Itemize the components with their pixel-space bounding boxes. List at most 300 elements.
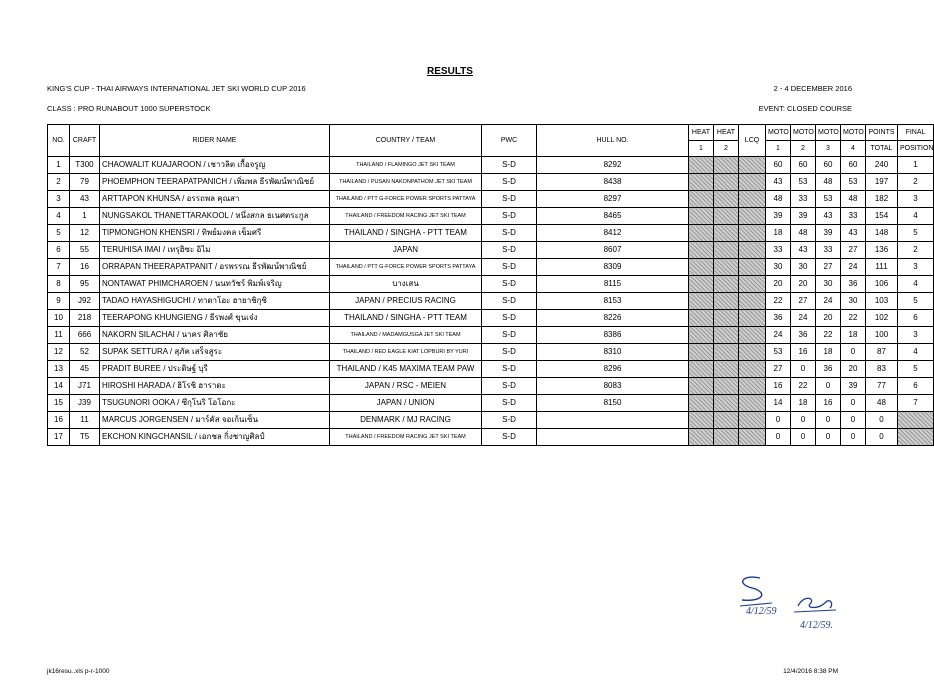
table-row: [48, 242, 934, 259]
cell-total: 240: [866, 157, 898, 174]
cell-hull: 8310: [537, 344, 689, 361]
cell-pwc: S-D: [482, 276, 537, 293]
header-position: POSITION: [898, 141, 934, 157]
cell-position: [898, 412, 934, 429]
cell-hull: 8412: [537, 225, 689, 242]
event-dates: 2 - 4 DECEMBER 2016: [773, 84, 852, 93]
cell-pwc: S-D: [482, 395, 537, 412]
cell-moto-1: 18: [766, 225, 791, 242]
cell-total: 197: [866, 174, 898, 191]
cell-heat-1: [689, 378, 714, 395]
cell-moto-3: 27: [816, 259, 841, 276]
cell-craft: J71: [70, 378, 100, 395]
cell-rider: TADAO HAYASHIGUCHI / ทาดาโอะ ฮายาชิกุชิ: [100, 293, 330, 310]
cell-hull: 8386: [537, 327, 689, 344]
cell-heat-2: [714, 378, 739, 395]
cell-heat-2: [714, 395, 739, 412]
header-moto-4: 4: [841, 141, 866, 157]
signature-mark-1: [742, 577, 762, 600]
cell-heat-1: [689, 259, 714, 276]
table-row: [48, 157, 934, 174]
cell-moto-2: 39: [791, 208, 816, 225]
cell-hull: 8296: [537, 361, 689, 378]
cell-moto-3: 43: [816, 208, 841, 225]
cell-pwc: S-D: [482, 429, 537, 446]
cell-hull: 8438: [537, 174, 689, 191]
cell-pwc: S-D: [482, 344, 537, 361]
table-row: [48, 293, 934, 310]
cell-country: บางเสน: [330, 276, 482, 293]
cell-heat-1: [689, 276, 714, 293]
cell-lcq: [739, 429, 766, 446]
cell-moto-4: 53: [841, 174, 866, 191]
cell-moto-4: 36: [841, 276, 866, 293]
cell-moto-1: 39: [766, 208, 791, 225]
cell-craft: J39: [70, 395, 100, 412]
signature-mark-2: [798, 598, 832, 608]
cell-moto-2: 0: [791, 412, 816, 429]
cell-moto-3: 36: [816, 361, 841, 378]
cell-moto-4: 22: [841, 310, 866, 327]
cell-hull: 8309: [537, 259, 689, 276]
header-country: COUNTRY / TEAM: [330, 125, 482, 157]
cell-rider: TEERAPONG KHUNGIENG / ธีรพงศ์ ขุนเจ๋ง: [100, 310, 330, 327]
cell-craft: J92: [70, 293, 100, 310]
cell-hull: 8292: [537, 157, 689, 174]
cell-no: 14: [48, 378, 70, 395]
cell-lcq: [739, 191, 766, 208]
header-heat-2: 2: [714, 141, 739, 157]
cell-heat-1: [689, 310, 714, 327]
cell-craft: 1: [70, 208, 100, 225]
header-moto-3: 3: [816, 141, 841, 157]
cell-rider: TSUGUNORI OOKA / ซึกุโนริ โอโอกะ: [100, 395, 330, 412]
cell-moto-3: 60: [816, 157, 841, 174]
cell-heat-2: [714, 310, 739, 327]
cell-position: 4: [898, 208, 934, 225]
cell-lcq: [739, 242, 766, 259]
cell-moto-4: 20: [841, 361, 866, 378]
cell-no: 6: [48, 242, 70, 259]
cell-moto-2: 0: [791, 361, 816, 378]
cell-moto-4: 48: [841, 191, 866, 208]
cell-craft: 218: [70, 310, 100, 327]
cell-heat-1: [689, 191, 714, 208]
header-craft: CRAFT: [70, 125, 100, 157]
cell-moto-4: 43: [841, 225, 866, 242]
cell-heat-1: [689, 225, 714, 242]
cell-no: 11: [48, 327, 70, 344]
cell-pwc: S-D: [482, 174, 537, 191]
cell-position: 5: [898, 361, 934, 378]
table-row: [48, 208, 934, 225]
table-row: [48, 412, 934, 429]
cell-no: 3: [48, 191, 70, 208]
table-row: [48, 327, 934, 344]
cell-heat-2: [714, 157, 739, 174]
cell-craft: 16: [70, 259, 100, 276]
cell-craft: 52: [70, 344, 100, 361]
event-status: EVENT: CLOSED COURSE: [758, 104, 852, 113]
cell-pwc: S-D: [482, 378, 537, 395]
cell-no: 13: [48, 361, 70, 378]
header-moto: MOTO: [791, 125, 816, 141]
cell-moto-2: 24: [791, 310, 816, 327]
table-row: [48, 395, 934, 412]
cell-moto-1: 60: [766, 157, 791, 174]
cell-hull: 8226: [537, 310, 689, 327]
cell-craft: 12: [70, 225, 100, 242]
cell-lcq: [739, 259, 766, 276]
cell-moto-1: 14: [766, 395, 791, 412]
cell-pwc: S-D: [482, 208, 537, 225]
header-rider: RIDER NAME: [100, 125, 330, 157]
signature-underline-2: [794, 610, 836, 612]
cell-moto-4: 0: [841, 344, 866, 361]
table-row: [48, 429, 934, 446]
cell-pwc: S-D: [482, 157, 537, 174]
cell-craft: 79: [70, 174, 100, 191]
cell-position: [898, 429, 934, 446]
cell-country: THAILAND / RED EAGLE KIAT LOPBURI BY YURI: [330, 344, 482, 361]
cell-lcq: [739, 157, 766, 174]
cell-moto-3: 0: [816, 429, 841, 446]
cell-moto-1: 43: [766, 174, 791, 191]
header-heat-1: 1: [689, 141, 714, 157]
cell-moto-2: 33: [791, 191, 816, 208]
cell-moto-4: 0: [841, 412, 866, 429]
cell-rider: PRADIT BUREE / ประดิษฐ์ บุรี: [100, 361, 330, 378]
cell-moto-2: 60: [791, 157, 816, 174]
cell-hull: 8150: [537, 395, 689, 412]
cell-rider: NAKORN SILACHAI / นาคร ศิลาชัย: [100, 327, 330, 344]
cell-heat-2: [714, 225, 739, 242]
cell-hull: [537, 429, 689, 446]
cell-pwc: S-D: [482, 310, 537, 327]
cell-moto-3: 0: [816, 378, 841, 395]
cell-heat-1: [689, 429, 714, 446]
cell-lcq: [739, 310, 766, 327]
cell-lcq: [739, 174, 766, 191]
table-row: [48, 225, 934, 242]
cell-lcq: [739, 412, 766, 429]
cell-moto-4: 0: [841, 429, 866, 446]
cell-position: 2: [898, 242, 934, 259]
cell-rider: ARTTAPON KHUNSA / อรรถพล คุณสา: [100, 191, 330, 208]
cell-rider: SUPAK SETTURA / สุภัค เสร็จสูระ: [100, 344, 330, 361]
cell-heat-1: [689, 208, 714, 225]
cell-heat-1: [689, 327, 714, 344]
cell-moto-1: 22: [766, 293, 791, 310]
cell-lcq: [739, 344, 766, 361]
cell-craft: T300: [70, 157, 100, 174]
cell-moto-4: 39: [841, 378, 866, 395]
cell-country: THAILAND / SINGHA - PTT TEAM: [330, 225, 482, 242]
cell-hull: 8297: [537, 191, 689, 208]
cell-total: 77: [866, 378, 898, 395]
cell-moto-1: 0: [766, 412, 791, 429]
cell-rider: HIROSHI HARADA / ฮิโรชิ ฮาราดะ: [100, 378, 330, 395]
cell-moto-1: 20: [766, 276, 791, 293]
cell-moto-3: 33: [816, 242, 841, 259]
cell-heat-2: [714, 174, 739, 191]
cell-no: 8: [48, 276, 70, 293]
cell-heat-2: [714, 327, 739, 344]
cell-moto-3: 16: [816, 395, 841, 412]
cell-moto-4: 60: [841, 157, 866, 174]
cell-hull: 8153: [537, 293, 689, 310]
table-row: [48, 174, 934, 191]
footer-printed: 12/4/2016 8:38 PM: [783, 668, 838, 675]
cell-total: 148: [866, 225, 898, 242]
cell-position: 4: [898, 344, 934, 361]
cell-country: DENMARK / MJ RACING: [330, 412, 482, 429]
cell-pwc: S-D: [482, 412, 537, 429]
cell-position: 3: [898, 327, 934, 344]
cell-lcq: [739, 361, 766, 378]
cell-hull: 8465: [537, 208, 689, 225]
cell-no: 7: [48, 259, 70, 276]
cell-rider: TERUHISA IMAI / เทรุฮิซะ อิไม: [100, 242, 330, 259]
header-pwc: PWC: [482, 125, 537, 157]
cell-craft: 95: [70, 276, 100, 293]
signature-stamp: [720, 570, 850, 640]
cell-rider: ORRAPAN THEERAPATPANIT / อรพรรณ ธีรพัฒน์พาณิชย์: [100, 259, 330, 276]
cell-craft: 43: [70, 191, 100, 208]
cell-moto-1: 30: [766, 259, 791, 276]
page-title: RESULTS: [427, 66, 473, 77]
cell-lcq: [739, 395, 766, 412]
header-moto-2: 2: [791, 141, 816, 157]
cell-heat-1: [689, 395, 714, 412]
table-row: [48, 310, 934, 327]
cell-total: 87: [866, 344, 898, 361]
cell-country: JAPAN / RSC - MEIEN: [330, 378, 482, 395]
footer-file: jk16resu..xls p-r-1000: [47, 668, 110, 675]
cell-moto-3: 53: [816, 191, 841, 208]
cell-lcq: [739, 208, 766, 225]
cell-heat-2: [714, 361, 739, 378]
cell-moto-3: 48: [816, 174, 841, 191]
cell-total: 83: [866, 361, 898, 378]
cell-craft: 11: [70, 412, 100, 429]
cell-country: THAILAND / SINGHA - PTT TEAM: [330, 310, 482, 327]
cell-country: THAILAND / PTT G-FORCE POWER SPORTS PATTAYA: [330, 191, 482, 208]
cell-rider: CHAOWALIT KUAJAROON / เชาวลิต เกื้อจรูญ: [100, 157, 330, 174]
cell-moto-4: 30: [841, 293, 866, 310]
cell-country: THAILAND / FLAMINGO JET SKI TEAM: [330, 157, 482, 174]
results-table: [47, 124, 934, 446]
cell-position: 6: [898, 310, 934, 327]
cell-moto-2: 22: [791, 378, 816, 395]
cell-no: 2: [48, 174, 70, 191]
cell-total: 102: [866, 310, 898, 327]
cell-heat-2: [714, 429, 739, 446]
cell-heat-1: [689, 174, 714, 191]
cell-moto-2: 27: [791, 293, 816, 310]
cell-moto-2: 36: [791, 327, 816, 344]
cell-moto-2: 16: [791, 344, 816, 361]
signature-date-2: 4/12/59.: [800, 620, 834, 631]
header-moto: MOTO: [841, 125, 866, 141]
cell-moto-2: 48: [791, 225, 816, 242]
cell-moto-3: 0: [816, 412, 841, 429]
cell-moto-1: 24: [766, 327, 791, 344]
cell-rider: MARCUS JORGENSEN / มาร์คัส จอเก้นเซ็น: [100, 412, 330, 429]
table-row: [48, 344, 934, 361]
cell-moto-3: 18: [816, 344, 841, 361]
cell-moto-2: 30: [791, 259, 816, 276]
cell-total: 0: [866, 429, 898, 446]
cell-moto-4: 0: [841, 395, 866, 412]
cell-moto-4: 33: [841, 208, 866, 225]
cell-no: 17: [48, 429, 70, 446]
cell-country: THAILAND / K45 MAXIMA TEAM PAW: [330, 361, 482, 378]
cell-hull: 8083: [537, 378, 689, 395]
cell-pwc: S-D: [482, 327, 537, 344]
cell-total: 136: [866, 242, 898, 259]
cell-total: 103: [866, 293, 898, 310]
table-row: [48, 378, 934, 395]
header-hull: HULL NO.: [537, 125, 689, 157]
cell-lcq: [739, 327, 766, 344]
cell-moto-4: 24: [841, 259, 866, 276]
header-lcq: LCQ: [739, 125, 766, 157]
cell-position: 5: [898, 293, 934, 310]
cell-rider: NONTAWAT PHIMCHAROEN / นนทวัชร์ พิมพ์เจริญ: [100, 276, 330, 293]
cell-moto-3: 22: [816, 327, 841, 344]
cell-moto-1: 48: [766, 191, 791, 208]
class-label: CLASS : PRO RUNABOUT 1000 SUPERSTOCK: [47, 104, 211, 113]
cell-moto-4: 27: [841, 242, 866, 259]
cell-position: 7: [898, 395, 934, 412]
cell-country: THAILAND / PUSAN NAKONPATHOM JET SKI TEAM: [330, 174, 482, 191]
cell-heat-1: [689, 242, 714, 259]
cell-total: 154: [866, 208, 898, 225]
cell-moto-2: 0: [791, 429, 816, 446]
cell-heat-2: [714, 276, 739, 293]
cell-rider: EKCHON KINGCHANSIL / เอกชล กิ่งชาญศิลป์: [100, 429, 330, 446]
cell-rider: NUNGSAKOL THANETTARAKOOL / หนึ่งสกล ธเนศตระกูล: [100, 208, 330, 225]
cell-hull: [537, 412, 689, 429]
cell-moto-2: 18: [791, 395, 816, 412]
cell-country: THAILAND / FREEDOM RACING JET SKI TEAM: [330, 208, 482, 225]
cell-total: 111: [866, 259, 898, 276]
cell-country: JAPAN: [330, 242, 482, 259]
table-row: [48, 191, 934, 208]
header-no: NO.: [48, 125, 70, 157]
cell-pwc: S-D: [482, 225, 537, 242]
cell-no: 15: [48, 395, 70, 412]
cell-heat-1: [689, 293, 714, 310]
cell-moto-3: 30: [816, 276, 841, 293]
cell-country: JAPAN / UNION: [330, 395, 482, 412]
header-moto: MOTO: [816, 125, 841, 141]
cell-no: 10: [48, 310, 70, 327]
cell-no: 12: [48, 344, 70, 361]
cell-total: 106: [866, 276, 898, 293]
cell-heat-2: [714, 242, 739, 259]
cell-moto-1: 53: [766, 344, 791, 361]
cell-craft: T5: [70, 429, 100, 446]
cell-moto-1: 0: [766, 429, 791, 446]
cell-lcq: [739, 225, 766, 242]
cell-moto-1: 36: [766, 310, 791, 327]
cell-total: 182: [866, 191, 898, 208]
cell-country: THAILAND / FREEDOM RACING JET SKI TEAM: [330, 429, 482, 446]
cell-heat-2: [714, 191, 739, 208]
cell-moto-3: 39: [816, 225, 841, 242]
table-row: [48, 276, 934, 293]
cell-country: THAILAND / MADAMGUSGA JET SKI TEAM: [330, 327, 482, 344]
cell-position: 2: [898, 174, 934, 191]
cell-pwc: S-D: [482, 361, 537, 378]
header-moto-1: 1: [766, 141, 791, 157]
cell-country: THAILAND / PTT G-FORCE POWER SPORTS PATTAYA: [330, 259, 482, 276]
cell-heat-2: [714, 208, 739, 225]
cell-no: 4: [48, 208, 70, 225]
cell-lcq: [739, 293, 766, 310]
cell-heat-2: [714, 293, 739, 310]
cell-heat-1: [689, 412, 714, 429]
cell-hull: 8115: [537, 276, 689, 293]
cell-no: 1: [48, 157, 70, 174]
cell-position: 1: [898, 157, 934, 174]
cell-no: 5: [48, 225, 70, 242]
cell-rider: PHOEMPHON TEERAPATPANICH / เพิ่มพล ธีรพัฒน์พาณิชย์: [100, 174, 330, 191]
header-total: TOTAL: [866, 141, 898, 157]
cell-pwc: S-D: [482, 293, 537, 310]
cell-lcq: [739, 276, 766, 293]
header-heat: HEAT: [714, 125, 739, 141]
table-row: [48, 361, 934, 378]
cell-moto-3: 24: [816, 293, 841, 310]
cell-craft: 45: [70, 361, 100, 378]
results-body: [48, 157, 934, 446]
cell-heat-1: [689, 344, 714, 361]
cell-no: 9: [48, 293, 70, 310]
cell-position: 4: [898, 276, 934, 293]
header-moto: MOTO: [766, 125, 791, 141]
signature-date-1: 4/12/59: [746, 606, 777, 617]
cell-moto-2: 20: [791, 276, 816, 293]
cell-heat-2: [714, 412, 739, 429]
cell-moto-2: 53: [791, 174, 816, 191]
event-name: KING'S CUP - THAI AIRWAYS INTERNATIONAL JET SKI WORLD CUP 2016: [47, 84, 306, 93]
cell-heat-1: [689, 157, 714, 174]
cell-heat-2: [714, 344, 739, 361]
cell-hull: 8607: [537, 242, 689, 259]
cell-moto-4: 18: [841, 327, 866, 344]
cell-craft: 55: [70, 242, 100, 259]
cell-pwc: S-D: [482, 259, 537, 276]
cell-moto-1: 33: [766, 242, 791, 259]
cell-position: 3: [898, 259, 934, 276]
table-row: [48, 259, 934, 276]
cell-rider: TIPMONGHON KHENSRI / ทิพย์มงคล เข็มศรี: [100, 225, 330, 242]
header-heat: HEAT: [689, 125, 714, 141]
cell-moto-3: 20: [816, 310, 841, 327]
header-points: POINTS: [866, 125, 898, 141]
cell-no: 16: [48, 412, 70, 429]
cell-total: 100: [866, 327, 898, 344]
cell-total: 0: [866, 412, 898, 429]
cell-heat-1: [689, 361, 714, 378]
cell-country: JAPAN / PRECIUS RACING: [330, 293, 482, 310]
cell-position: 3: [898, 191, 934, 208]
cell-position: 6: [898, 378, 934, 395]
cell-moto-2: 43: [791, 242, 816, 259]
